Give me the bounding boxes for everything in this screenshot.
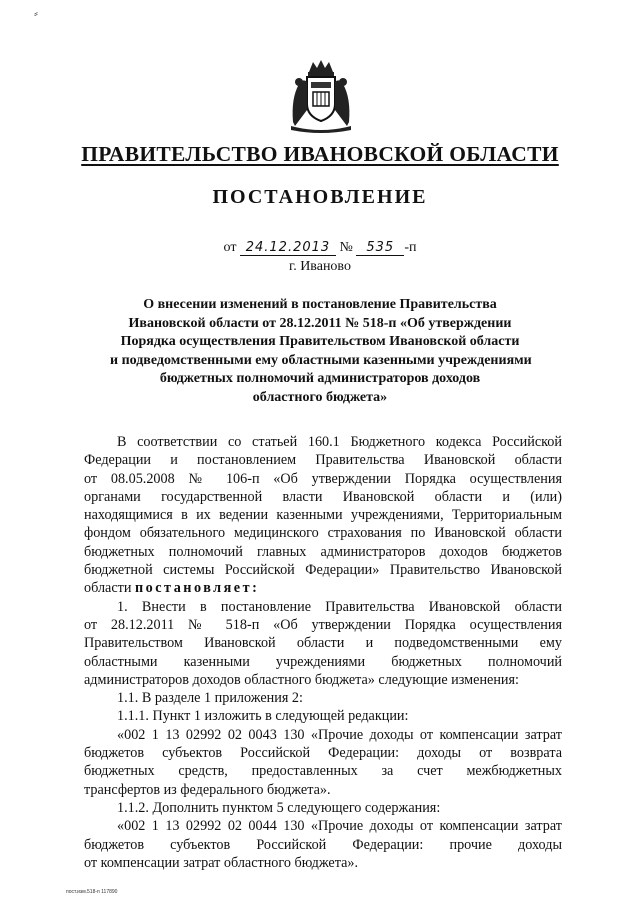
corner-mark: ⸗ (34, 6, 38, 20)
heading-line: бюджетных полномочий администраторов доходов (159, 371, 481, 386)
body-line: находящимися в их ведении казенными учреждениями, Территориальным (84, 507, 562, 524)
body-line: бюджетных полномочий главных администраторов доходов бюджетов (84, 543, 562, 560)
body-line: «002 1 13 02992 02 0044 130 «Прочие доходы от компенсации затрат (117, 818, 562, 835)
body-line: администраторов доходов областного бюджета» следующие изменения: (84, 671, 519, 688)
footer-mark: пост.изм.518-п 117890 (66, 889, 118, 895)
body-line: бюджетной системы Российской Федерации» Правительство Ивановской (84, 562, 562, 579)
document-body (84, 433, 562, 872)
heading-line: Порядка осуществления Правительством Ивановской области (120, 334, 520, 349)
body-line: 1. Внести в постановление Правительства Ивановской области (117, 598, 562, 615)
document-heading (110, 296, 530, 407)
body-line: фондом обязательного медицинского страхования по Ивановской области (84, 525, 562, 542)
resolves-word: постановляет: (134, 580, 260, 597)
handwritten-number: 535 (356, 240, 404, 256)
document-type: ПОСТАНОВЛЕНИЕ (212, 186, 428, 208)
body-line: от 28.12.2011 № 518-п «Об утверждении Порядка осуществления (84, 616, 562, 633)
number-suffix: -п (404, 240, 417, 255)
body-line: бюджетных средств, предоставленных за счет межбюджетных (84, 763, 562, 780)
handwritten-date: 24.12.2013 (240, 240, 336, 256)
body-line: Федерации и постановлением Правительства Ивановской области (84, 452, 562, 469)
body-text: области (84, 580, 132, 597)
organization-title: ПРАВИТЕЛЬСТВО ИВАНОВСКОЙ ОБЛАСТИ (81, 142, 559, 166)
number-prefix: № (339, 240, 353, 255)
body-line: «002 1 13 02992 02 0043 130 «Прочие доходы от компенсации затрат (117, 726, 562, 743)
date-number-line (0, 240, 640, 256)
body-line: бюджетов субъектов Российской Федерации: прочие доходы (84, 836, 562, 853)
body-line: бюджетов субъектов Российской Федерации: доходы от возврата (84, 745, 562, 762)
body-line (84, 579, 562, 597)
body-line: 1.1. В разделе 1 приложения 2: (117, 690, 303, 707)
body-line: трансфертов из федерального бюджета». (84, 781, 331, 798)
city: г. Иваново (289, 259, 351, 274)
body-line: от 08.05.2008 № 106-п «Об утверждении Порядка осуществления (84, 470, 562, 487)
body-line: органами государственной власти Ивановской области и (или) (84, 488, 562, 505)
heading-line: областного бюджета» (252, 389, 388, 405)
heading-line: О внесении изменений в постановление Правительства (143, 297, 497, 312)
body-line: 1.1.1. Пункт 1 изложить в следующей редакции: (117, 708, 409, 725)
body-line: 1.1.2. Дополнить пунктом 5 следующего содержания: (117, 799, 441, 816)
date-prefix: от (223, 240, 237, 255)
body-line: областными казенными учреждениями бюджетных полномочий (84, 653, 562, 670)
coat-of-arms-emblem (287, 58, 355, 134)
heading-line: и подведомственными ему областными казенными учреждениями (110, 352, 532, 368)
body-line: от компенсации затрат областного бюджета». (84, 854, 359, 871)
body-line: Правительством Ивановской области и подведомственными ему (84, 635, 562, 652)
body-line: В соответствии со статьей 160.1 Бюджетного кодекса Российской (117, 434, 562, 450)
heading-line: Ивановской области от 28.12.2011 № 518-п «Об утверждении (128, 315, 512, 331)
